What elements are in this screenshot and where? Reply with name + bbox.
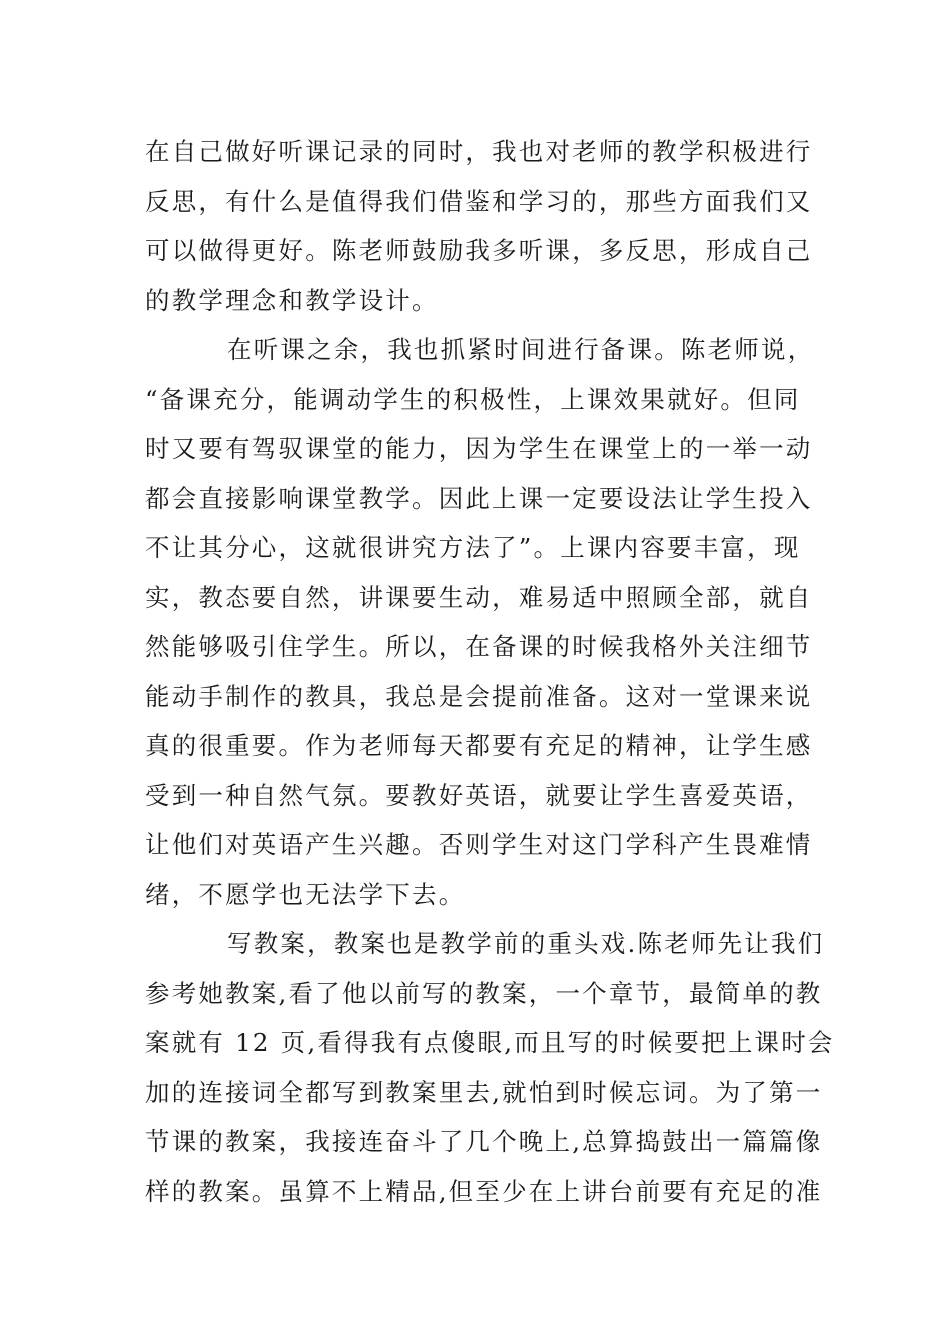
text-line: 受到一种自然气氛。要教好英语，就要让学生喜爱英语， [145,780,813,810]
text-line: 在自己做好听课记录的同时，我也对老师的教学积极进行 [145,137,813,166]
text-line: 能动手制作的教具，我总是会提前准备。这对一堂课来说 [145,681,813,711]
text-line: “备课充分，能调动学生的积极性，上课效果就好。但同 [145,384,801,414]
text-line: 然能够吸引住学生。所以，在备课的时候我格外关注细节 [145,632,813,661]
text-line: 案就有 12 页,看得我有点傻眼,而且写的时候要把上课时会 [145,1028,835,1057]
text-line: 绪，不愿学也无法学下去。 [145,879,466,909]
text-line: 样的教案。虽算不上精品,但至少在上讲台前要有充足的准 [145,1176,823,1206]
text-line: 可以做得更好。陈老师鼓励我多听课，多反思，形成自己 [145,236,813,265]
document-body [145,127,835,1216]
text-line: 加的连接词全都写到教案里去,就怕到时候忘词。为了第一 [145,1077,823,1107]
text-line: 实，教态要自然，讲课要生动，难易适中照顾全部，就自 [145,582,813,612]
text-line: 节课的教案，我接连奋斗了几个晚上,总算捣鼓出一篇篇像 [145,1127,823,1156]
text-line: 真的很重要。作为老师每天都要有充足的精神，让学生感 [145,731,813,760]
paragraph-first-line: 在听课之余，我也抓紧时间进行备课。陈老师说， [227,335,815,364]
text-line: 时又要有驾驭课堂的能力，因为学生在课堂上的一举一动 [145,434,813,463]
text-line: 都会直接影响课堂教学。因此上课一定要设法让学生投入 [145,483,813,513]
text-line: 的教学理念和教学设计。 [145,285,439,315]
text-line: 参考她教案,看了他以前写的教案，一个章节，最简单的教 [145,978,823,1008]
text-line: 让他们对英语产生兴趣。否则学生对这门学科产生畏难情 [145,830,813,859]
text-line: 不让其分心，这就很讲究方法了”。上课内容要丰富，现 [145,533,801,562]
text-line: 反思，有什么是值得我们借鉴和学习的，那些方面我们又 [145,186,813,216]
paragraph-first-line: 写教案，教案也是教学前的重头戏.陈老师先让我们 [227,929,825,958]
